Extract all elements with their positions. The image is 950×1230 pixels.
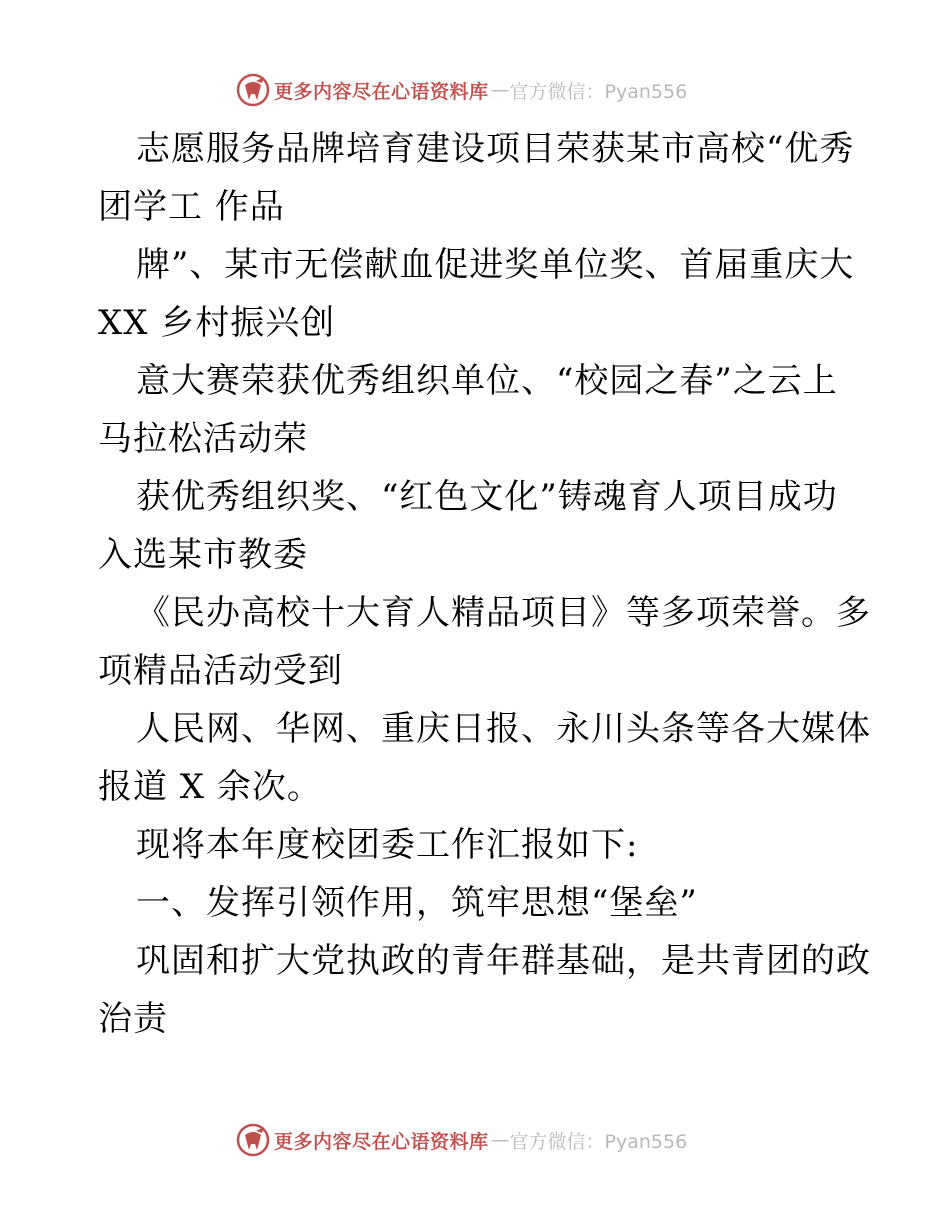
- section-heading: 一、发挥引领作用，筑牢思想“堡垒”: [136, 883, 698, 923]
- banner-wechat-text: 官方微信：Pyan556: [509, 80, 688, 103]
- body-line: 现将本年度校团委工作汇报如下:: [136, 825, 639, 865]
- body-line: 报道 X 余次。: [98, 767, 322, 807]
- header-banner: [236, 72, 687, 108]
- banner-brand-text: 更多内容尽在心语资料库: [274, 1130, 489, 1153]
- body-line: 项精品活动受到: [98, 651, 343, 691]
- body-line: XX 乡村振兴创: [98, 303, 336, 343]
- banner-brand-text: 更多内容尽在心语资料库: [274, 80, 489, 103]
- body-line: 巩固和扩大党执政的青年群基础，是共青团的政: [136, 941, 871, 981]
- body-line: 获优秀组织奖、“红色文化”铸魂育人项目成功: [136, 477, 838, 517]
- document-body: [98, 120, 871, 1048]
- footer-banner: [236, 1122, 687, 1158]
- body-line: 志愿服务品牌培育建设项目荣获某市高校“优秀: [136, 129, 855, 169]
- body-line: 治责: [98, 999, 168, 1039]
- banner-separator: —: [490, 79, 510, 101]
- banner-wechat-text: 官方微信：Pyan556: [509, 1130, 688, 1153]
- tooth-logo-icon: [236, 73, 270, 107]
- body-line: 意大赛荣获优秀组织单位、“校园之春”之云上: [136, 361, 838, 401]
- body-line: 牌”、某市无偿献血促进奖单位奖、首届重庆大: [136, 245, 855, 285]
- banner-separator: —: [490, 1129, 510, 1151]
- body-line: 入选某市教委: [98, 535, 308, 575]
- body-line: 《民办高校十大育人精品项目》等多项荣誉。多: [136, 593, 871, 633]
- tooth-logo-icon: [236, 1123, 270, 1157]
- body-line: 团学工 作品: [98, 187, 285, 227]
- body-line: 人民网、华网、重庆日报、永川头条等各大媒体: [136, 709, 871, 749]
- body-line: 马拉松活动荣: [98, 419, 308, 459]
